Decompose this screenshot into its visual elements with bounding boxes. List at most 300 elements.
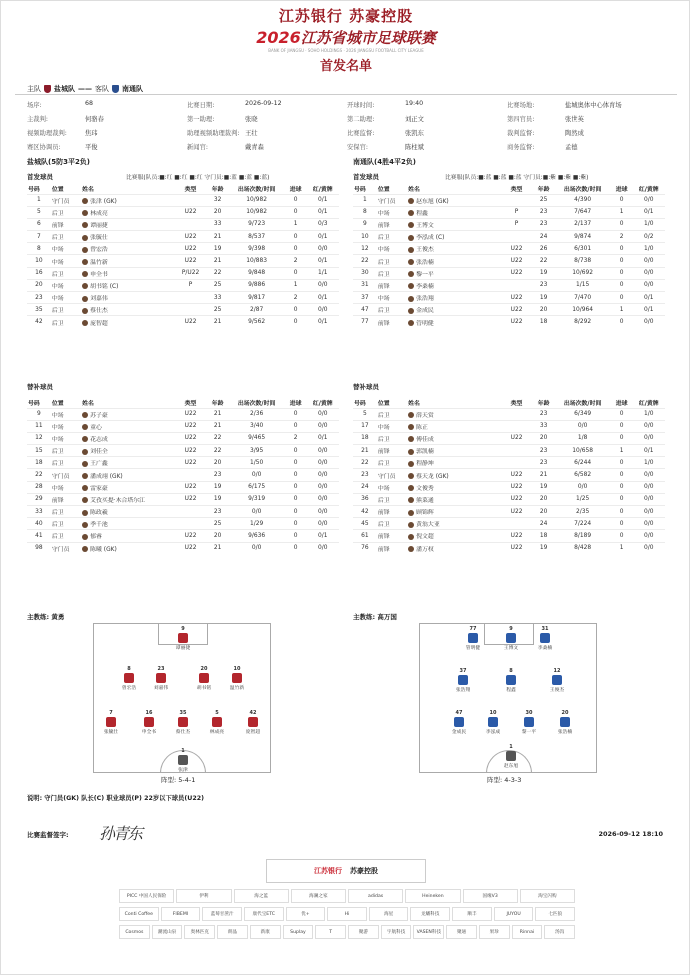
cell-value: U22 [510, 545, 523, 552]
table-cell [174, 445, 207, 457]
table-cell [632, 481, 665, 493]
player-name: 张毓仕 [103, 730, 119, 735]
cell-value: 0 [293, 423, 298, 430]
cell-value: U22 [184, 233, 197, 240]
cell-value: 22 [361, 258, 369, 265]
league-subtitle: BANK OF JIANGSU · SOHO HOLDINGS · 2026 JIANGSU FOOTBALL CITY LEAGUE [268, 48, 424, 53]
table-cell [51, 292, 81, 304]
cell-value: 守门员 [51, 198, 70, 205]
player-avatar-icon [82, 546, 88, 552]
cell-value: 0 [619, 459, 624, 466]
cell-value: U22 [184, 258, 197, 265]
table-cell [285, 316, 307, 328]
table-cell [632, 292, 665, 304]
cell-value: 12 [361, 245, 369, 252]
table-cell [51, 445, 81, 457]
cell-value: 20 [539, 508, 548, 515]
cell-value: 16 [35, 270, 43, 277]
cell-value: 2 [619, 233, 624, 240]
cell-value: 33 [213, 294, 222, 301]
shirt-icon [144, 717, 154, 727]
table-cell [228, 530, 284, 542]
cell-value: 8/292 [574, 319, 592, 326]
table-cell [228, 279, 284, 291]
cell-value: 0/0 [643, 319, 654, 326]
player-avatar-icon [408, 235, 414, 241]
cell-value: 15 [35, 447, 43, 454]
table-cell [407, 408, 500, 420]
cell-value: 24 [539, 520, 548, 527]
cell-value: 程静坤 [416, 461, 434, 468]
cell-value: 21 [213, 258, 222, 265]
table-cell [632, 206, 665, 218]
table-row [27, 194, 339, 206]
cell-value: 22 [539, 258, 548, 265]
table-cell [554, 231, 610, 243]
cell-value: 黄翁大亚 [416, 522, 440, 529]
table-cell [611, 304, 633, 316]
table-cell [174, 542, 207, 554]
table-cell [407, 542, 500, 554]
table-cell [285, 445, 307, 457]
column-header: 进球 [289, 186, 302, 193]
table-cell [377, 218, 407, 230]
cell-value: 前锋 [377, 283, 390, 290]
cell-value: 0/0 [317, 306, 328, 313]
table-cell [500, 304, 533, 316]
cell-value: 0 [293, 411, 298, 418]
table-row [27, 408, 339, 420]
table-cell [51, 420, 81, 432]
cell-value: 陈政羲 [90, 510, 108, 517]
cell-value: 倪文超 [416, 534, 434, 541]
column-header: 位置 [377, 186, 390, 193]
table-cell [353, 530, 377, 542]
shirt-icon [506, 633, 516, 643]
cell-value: 19 [539, 270, 548, 277]
table-cell [51, 279, 81, 291]
table-cell [27, 457, 51, 469]
cell-value: 0/0 [643, 197, 654, 204]
cell-value: U22 [510, 258, 523, 265]
cell-value: U22 [510, 532, 523, 539]
table-cell [533, 408, 555, 420]
cell-value: 0/0 [643, 496, 654, 503]
table-cell [207, 255, 229, 267]
table-cell [306, 420, 339, 432]
table-cell [207, 506, 229, 518]
cell-value: 2 [293, 258, 298, 265]
cell-value: U22 [510, 508, 523, 515]
cell-value: 后卫 [51, 449, 64, 456]
cell-value: 金成民 [416, 308, 434, 315]
table-header [27, 183, 339, 194]
table-cell [306, 267, 339, 279]
table-cell [51, 408, 81, 420]
cell-value: 0/0 [577, 484, 588, 491]
table-cell [27, 255, 51, 267]
player-number: 47 [455, 710, 463, 716]
info-key: 裁判监督: [507, 129, 535, 137]
cell-value: U22 [510, 472, 523, 479]
cell-value: 0 [619, 282, 624, 289]
cell-value: 后卫 [377, 412, 390, 419]
table-cell [306, 279, 339, 291]
cell-value: 9/398 [248, 245, 266, 252]
table-cell [51, 243, 81, 255]
info-value: 19:40 [405, 99, 424, 107]
table-cell [554, 542, 610, 554]
info-cell [507, 114, 667, 123]
table-cell [407, 316, 500, 328]
info-value: 张世英 [565, 115, 584, 123]
sponsor-logo: 伊利 [176, 889, 231, 903]
cell-value: 胡书铭 (C) [90, 283, 119, 290]
cell-value: U22 [510, 435, 523, 442]
home-coach: 主教练: 黄勇 [27, 613, 65, 621]
cell-value: 前锋 [51, 222, 64, 229]
cell-value: 23 [213, 508, 222, 515]
table-cell [554, 243, 610, 255]
table-row [27, 445, 339, 457]
sponsor-logo: FIBEMI [161, 907, 201, 921]
table-cell [611, 469, 633, 481]
cell-value: 守门员 [51, 546, 70, 553]
table-row [27, 432, 339, 444]
cell-value: 管明健 [416, 320, 434, 327]
table-row [353, 218, 665, 230]
table-row [27, 481, 339, 493]
shirt-icon [124, 673, 134, 683]
cell-value: 王博文 [416, 222, 434, 229]
cell-value: 0 [619, 496, 624, 503]
player-avatar-icon [82, 296, 88, 302]
table-cell [306, 518, 339, 530]
table-row [27, 469, 339, 481]
cell-value: 0 [293, 233, 298, 240]
table-cell [27, 316, 51, 328]
cell-value: 23 [539, 459, 548, 466]
player-name: 李桑楠 [537, 646, 553, 651]
player-avatar-icon [408, 247, 414, 253]
table-row [27, 518, 339, 530]
table-cell [207, 457, 229, 469]
player-number: 23 [157, 666, 165, 672]
cell-value: 后卫 [377, 308, 390, 315]
cell-value: 33 [213, 221, 222, 228]
player-name: 谭丽捷 [175, 646, 191, 651]
cell-value: U22 [184, 459, 197, 466]
table-cell [407, 304, 500, 316]
table-cell [285, 304, 307, 316]
player-avatar-icon [408, 308, 414, 314]
cell-value: 张毓仕 [90, 235, 108, 242]
player-number: 9 [509, 626, 513, 632]
cell-value: 前锋 [377, 510, 390, 517]
player-avatar-icon [408, 198, 414, 204]
legend-note: 说明: 守门员(GK) 队长(C) 职业球员(P) 22岁以下球员(U22) [27, 795, 204, 802]
table-cell [228, 420, 284, 432]
cell-value: 0/1 [317, 258, 328, 265]
table-cell [228, 304, 284, 316]
table-cell [81, 518, 174, 530]
table-cell [81, 457, 174, 469]
cell-value: 童心 [90, 424, 102, 431]
shirt-icon [212, 717, 222, 727]
cell-value: 1/0 [643, 411, 654, 418]
pitch-player [532, 626, 558, 651]
cell-value: 20 [213, 209, 222, 216]
table-cell [285, 231, 307, 243]
table-cell [632, 267, 665, 279]
table-cell [285, 218, 307, 230]
table-cell [377, 493, 407, 505]
cell-value: 26 [539, 245, 548, 252]
cell-value: 22 [213, 270, 222, 277]
table-cell [377, 206, 407, 218]
table-cell [81, 445, 174, 457]
cell-value: 11 [35, 423, 43, 430]
cell-value: 33 [35, 508, 43, 515]
table-cell [228, 408, 284, 420]
cell-value: 0 [293, 270, 298, 277]
info-key: 比赛监督: [347, 129, 375, 137]
player-avatar-icon [82, 222, 88, 228]
cell-value: 中场 [377, 296, 390, 303]
table-cell [228, 493, 284, 505]
table-cell [174, 457, 207, 469]
column-header: 位置 [51, 186, 64, 193]
table-cell [353, 420, 377, 432]
cell-value: 20 [35, 282, 43, 289]
cell-value: 6/582 [574, 472, 592, 479]
table-cell [207, 231, 229, 243]
table-cell [174, 506, 207, 518]
info-key: 第二助理: [347, 115, 375, 123]
pitch-player [450, 668, 476, 693]
cell-value: U22 [184, 245, 197, 252]
player-avatar-icon [82, 259, 88, 265]
player-avatar-icon [408, 473, 414, 479]
table-cell [407, 469, 500, 481]
cell-value: 3/95 [250, 447, 264, 454]
table-cell [353, 542, 377, 554]
table-cell [27, 206, 51, 218]
shirt-icon [178, 755, 188, 765]
cell-value: 4/390 [574, 197, 592, 204]
column-header: 年龄 [211, 400, 224, 407]
cell-value: 98 [35, 545, 43, 552]
pitch-player [170, 626, 196, 651]
pitch-player [98, 710, 124, 735]
cell-value: 顾锦辉 [416, 510, 434, 517]
table-cell [81, 542, 174, 554]
table-cell [306, 481, 339, 493]
table-cell [306, 304, 339, 316]
cell-value: 10/883 [246, 258, 267, 265]
table-cell [228, 469, 284, 481]
cell-value: 20 [539, 496, 548, 503]
player-number: 35 [179, 710, 187, 716]
table-row [27, 530, 339, 542]
table-cell [207, 408, 229, 420]
cell-value: 程鑫 [416, 210, 428, 217]
table-row [27, 420, 339, 432]
sponsor-logo: 康代宝ETC [244, 907, 284, 921]
shirt-icon [506, 675, 516, 685]
column-header: 出场次数/时间 [237, 186, 276, 193]
cell-value: 8/738 [574, 258, 592, 265]
cell-value: U22 [184, 496, 197, 503]
table-cell [353, 457, 377, 469]
cell-value: 0/0 [643, 545, 654, 552]
cell-value: 1/29 [250, 520, 264, 527]
cell-value: 0/0 [643, 435, 654, 442]
shirt-icon [248, 717, 258, 727]
table-cell [554, 457, 610, 469]
table-cell [407, 267, 500, 279]
table-cell [285, 481, 307, 493]
table-cell [407, 279, 500, 291]
table-cell [500, 542, 533, 554]
table-cell [632, 243, 665, 255]
table-row [353, 420, 665, 432]
cell-value: 0/1 [317, 435, 328, 442]
info-cell [507, 100, 667, 109]
cell-value: 31 [361, 282, 369, 289]
cell-value: 21 [539, 472, 548, 479]
table-cell [611, 194, 633, 206]
table-cell [377, 267, 407, 279]
column-header: 类型 [510, 186, 523, 193]
info-value: 盐城奥体中心体育场 [565, 101, 622, 109]
player-avatar-icon [82, 522, 88, 528]
table-cell [174, 316, 207, 328]
player-avatar-icon [408, 497, 414, 503]
table-cell [554, 279, 610, 291]
table-cell [632, 218, 665, 230]
player-number: 31 [541, 626, 549, 632]
sign-datetime: 2026-09-12 18:10 [598, 830, 663, 838]
cell-value: 0/2 [643, 233, 654, 240]
table-cell [500, 292, 533, 304]
info-key: 比赛场地: [507, 101, 535, 109]
cell-value: 9 [363, 221, 367, 228]
cell-value: 21 [213, 423, 222, 430]
player-name: 林成亮 [209, 730, 225, 735]
cell-value: 76 [361, 545, 369, 552]
cell-value: 41 [35, 532, 43, 539]
cell-value: 0 [619, 532, 624, 539]
table-cell [611, 218, 633, 230]
cell-value: 中场 [51, 296, 64, 303]
table-row [353, 432, 665, 444]
sponsor-logo: JUYOU [494, 907, 534, 921]
table-cell [611, 231, 633, 243]
table-row [353, 542, 665, 554]
cell-value: 1/8 [577, 435, 588, 442]
table-cell [51, 469, 81, 481]
player-number: 42 [249, 710, 257, 716]
table-row [27, 255, 339, 267]
cell-value: U22 [510, 306, 523, 313]
column-header: 姓名 [408, 400, 420, 407]
info-cell [507, 128, 667, 137]
player-name: 赵东旭 [503, 764, 519, 769]
player-number: 7 [109, 710, 113, 716]
cell-value: 后卫 [51, 522, 64, 529]
table-cell [632, 518, 665, 530]
table-cell [632, 493, 665, 505]
info-key: 第四官员: [507, 115, 535, 123]
cell-value: 守门员 [51, 473, 70, 480]
player-avatar-icon [82, 449, 88, 455]
table-cell [353, 267, 377, 279]
column-header: 年龄 [211, 186, 224, 193]
table-cell [51, 255, 81, 267]
player-number: 10 [489, 710, 497, 716]
info-cell [27, 142, 187, 151]
cell-value: 10 [35, 258, 43, 265]
cell-value: 23 [361, 472, 369, 479]
table-cell [174, 194, 207, 206]
shirt-icon [552, 675, 562, 685]
table-cell [533, 530, 555, 542]
info-key: 场序: [27, 101, 42, 109]
cell-value: 1/0 [643, 245, 654, 252]
table-cell [27, 542, 51, 554]
table-cell [611, 408, 633, 420]
table-cell [632, 457, 665, 469]
info-cell [347, 128, 507, 137]
cell-value: 0/0 [643, 423, 654, 430]
table-cell [51, 530, 81, 542]
table-cell [174, 231, 207, 243]
cell-value: 0 [293, 197, 298, 204]
player-name: 曾宏浩 [121, 686, 137, 691]
player-avatar-icon [82, 510, 88, 516]
cell-value: U22 [184, 545, 197, 552]
table-cell [174, 206, 207, 218]
column-header: 类型 [510, 400, 523, 407]
table-cell [353, 231, 377, 243]
shirt-icon [560, 717, 570, 727]
table-row [27, 218, 339, 230]
cell-value: 28 [35, 484, 43, 491]
cell-value: 21 [213, 411, 222, 418]
table-cell [407, 445, 500, 457]
cell-value: 中场 [377, 424, 390, 431]
table-row [353, 408, 665, 420]
table-cell [51, 457, 81, 469]
table-cell [81, 194, 174, 206]
table-cell [500, 255, 533, 267]
table-cell [533, 420, 555, 432]
info-value: 68 [85, 99, 94, 107]
cell-value: 5 [37, 209, 41, 216]
table-cell [353, 481, 377, 493]
table-cell [51, 493, 81, 505]
pitch-player [460, 626, 486, 651]
cell-value: 0/1 [317, 209, 328, 216]
table-cell [533, 316, 555, 328]
cell-value: 1 [293, 282, 298, 289]
pitch-player [170, 710, 196, 735]
cell-value: 19 [213, 496, 222, 503]
cell-value: 雷家豪 [90, 485, 108, 492]
cell-value: 张浩翔 [416, 296, 434, 303]
table-cell [377, 194, 407, 206]
